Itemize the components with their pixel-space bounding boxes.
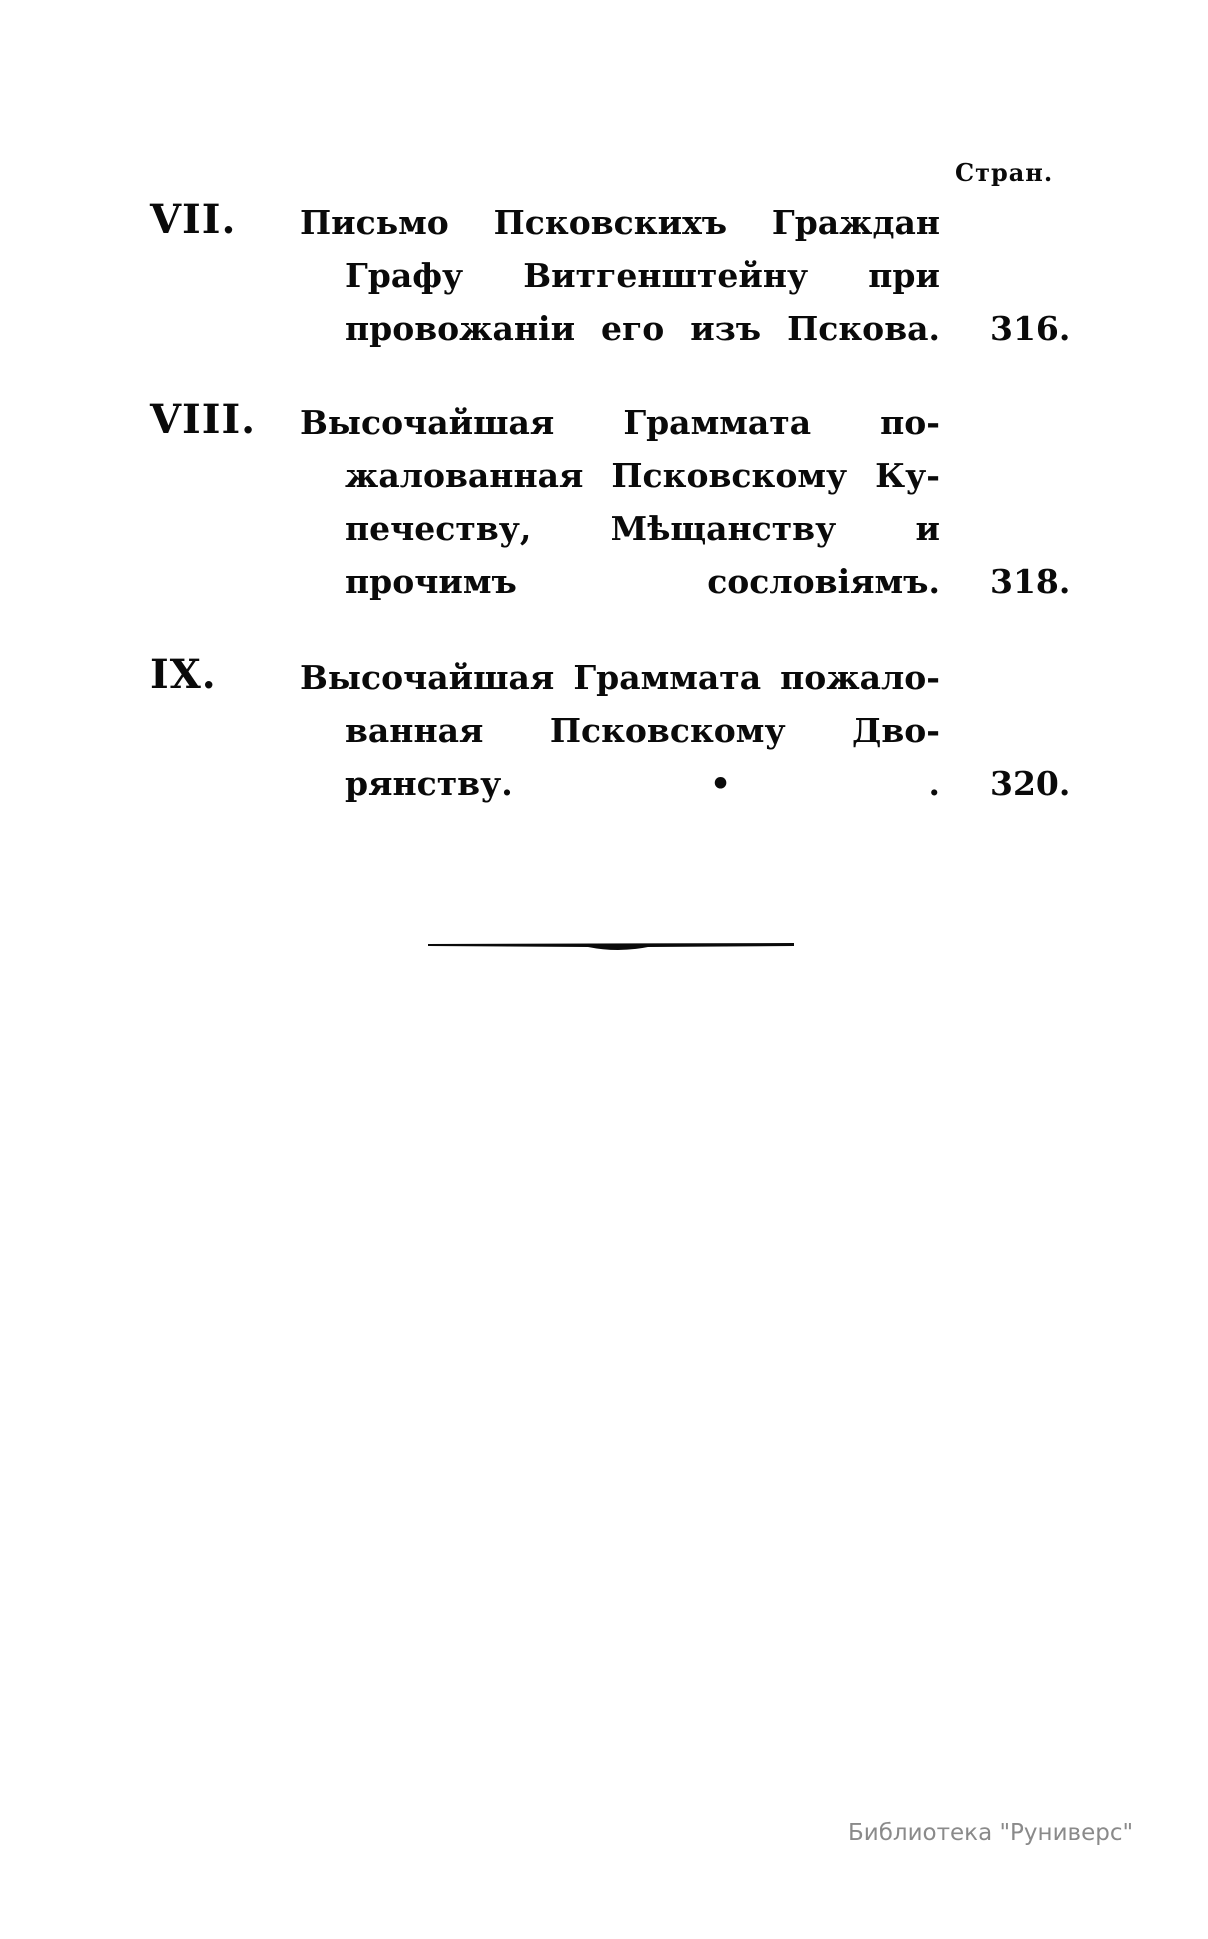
entry-line: провожаніи его изъ Пскова. 316. — [300, 302, 1080, 355]
entry-line: рянству. • . 320. — [300, 757, 1080, 810]
page-number: 320. — [990, 764, 1071, 803]
end-ornament-rule — [428, 937, 794, 953]
page-number: 318. — [990, 562, 1071, 601]
entry-number: VII. — [150, 196, 237, 243]
library-watermark: Библиотека "Руниверс" — [848, 1820, 1134, 1846]
entry-line: Высочайшая Граммата по- — [300, 403, 940, 442]
entry-line: Высочайшая Граммата пожало- — [300, 658, 940, 697]
pages-column-header: Стран. — [955, 158, 1054, 187]
page-number: 316. — [990, 309, 1071, 348]
entry-line: Письмо Псковскихъ Граждан — [300, 203, 940, 242]
entry-number: IX. — [150, 651, 217, 698]
entry-line: ванная Псковскому Дво- — [345, 711, 940, 750]
entry-line: прочимъ сословіямъ. 318. — [300, 555, 1080, 608]
entry-line: печеству, Мѣщанству и — [345, 509, 940, 548]
entry-line: жалованная Псковскому Ку- — [345, 456, 940, 495]
entry-line: Графу Витгенштейну при — [345, 256, 940, 295]
entry-number: VIII. — [150, 396, 257, 443]
